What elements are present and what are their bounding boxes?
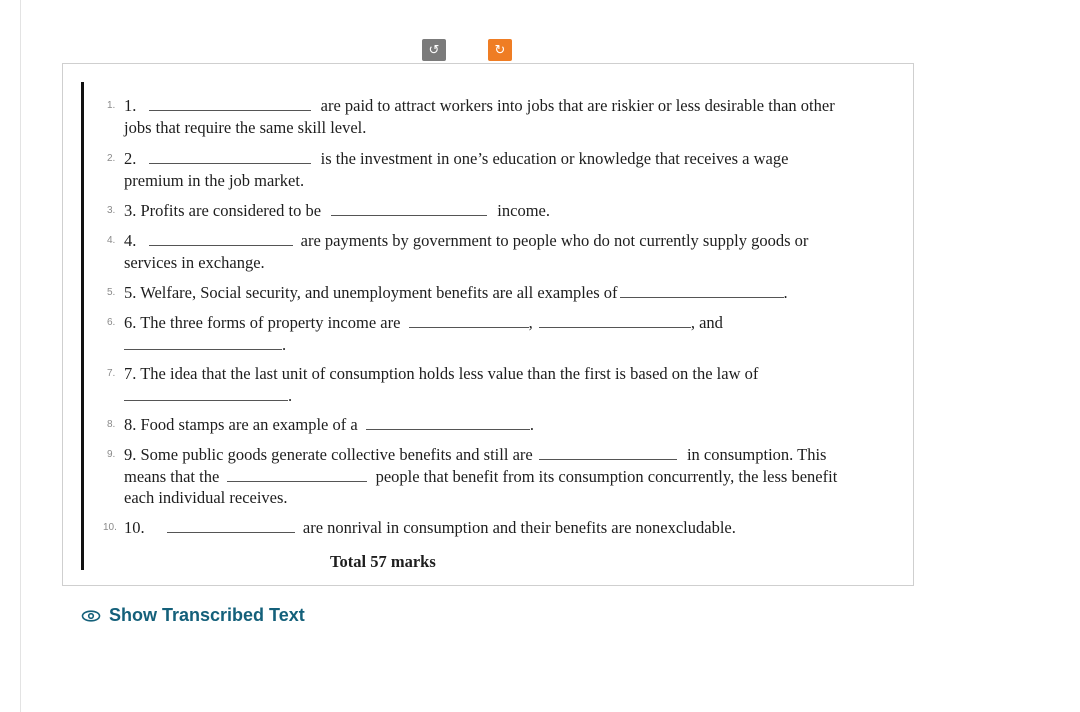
question-number-2: 2. (107, 153, 116, 164)
blank (149, 96, 311, 111)
question-7-line-2: . (124, 385, 292, 407)
blank (539, 445, 677, 460)
question-4-line-1: 4. are payments by government to people who do not currently supply goods or (124, 231, 809, 250)
question-5-line-1: 5. Welfare, Social security, and unemployment benefits are all examples of . (124, 283, 788, 302)
question-2-line-2: premium in the job market. (124, 171, 305, 190)
question-2-line-1: 2. is the investment in one’s education or knowledge that receives a wage (124, 149, 789, 168)
question-number-9: 9. (107, 449, 116, 460)
blank (167, 518, 295, 533)
blank (124, 386, 288, 401)
blank (366, 415, 530, 430)
question-number-10: 10. (103, 522, 117, 533)
question-4-line-2: services in exchange. (124, 253, 265, 272)
question-number-7: 7. (107, 368, 116, 379)
blank (409, 313, 529, 328)
blank (124, 335, 282, 350)
question-9-line-2: means that the people that benefit from its consumption concurrently, the less benefit (124, 467, 838, 486)
rotate-right-button[interactable] (488, 39, 512, 61)
show-transcribed-text-label: Show Transcribed Text (109, 605, 305, 625)
blank (149, 149, 311, 164)
question-6-line-2: . (124, 334, 286, 356)
question-9-line-1: 9. Some public goods generate collective benefits and still are in consumption. This (124, 445, 827, 464)
rotate-right-icon: ↻ (494, 42, 506, 58)
question-10-line-1: 10. are nonrival in consumption and their benefits are nonexcludable. (124, 518, 736, 537)
question-number-6: 6. (107, 317, 116, 328)
question-number-4: 4. (107, 235, 116, 246)
question-number-5: 5. (107, 287, 116, 298)
document-margin-bar (81, 82, 84, 570)
question-number-1: 1. (107, 100, 116, 111)
blank (331, 201, 487, 216)
total-marks: Total 57 marks (330, 552, 436, 571)
show-transcribed-text-link[interactable] (81, 605, 305, 626)
question-image (62, 63, 914, 586)
question-6-line-1: 6. The three forms of property income are , , and (124, 313, 723, 332)
rotate-left-button[interactable] (422, 39, 446, 61)
question-3-line-1: 3. Profits are considered to be income. (124, 201, 550, 220)
question-number-3: 3. (107, 205, 116, 216)
blank (620, 283, 784, 298)
question-8-line-1: 8. Food stamps are an example of a . (124, 415, 534, 434)
page-left-divider (20, 0, 21, 712)
eye-icon (81, 610, 101, 622)
question-1-line-2: jobs that require the same skill level. (124, 118, 367, 137)
question-number-8: 8. (107, 419, 116, 430)
question-1-line-1: 1. are paid to attract workers into jobs that are riskier or less desirable than other (124, 96, 835, 115)
blank (149, 231, 293, 246)
blank (539, 313, 691, 328)
question-7-line-1: 7. The idea that the last unit of consumption holds less value than the first is based on the law of (124, 364, 759, 383)
rotate-left-icon: ↺ (428, 42, 440, 58)
blank (227, 467, 367, 482)
question-9-line-3: each individual receives. (124, 488, 288, 507)
